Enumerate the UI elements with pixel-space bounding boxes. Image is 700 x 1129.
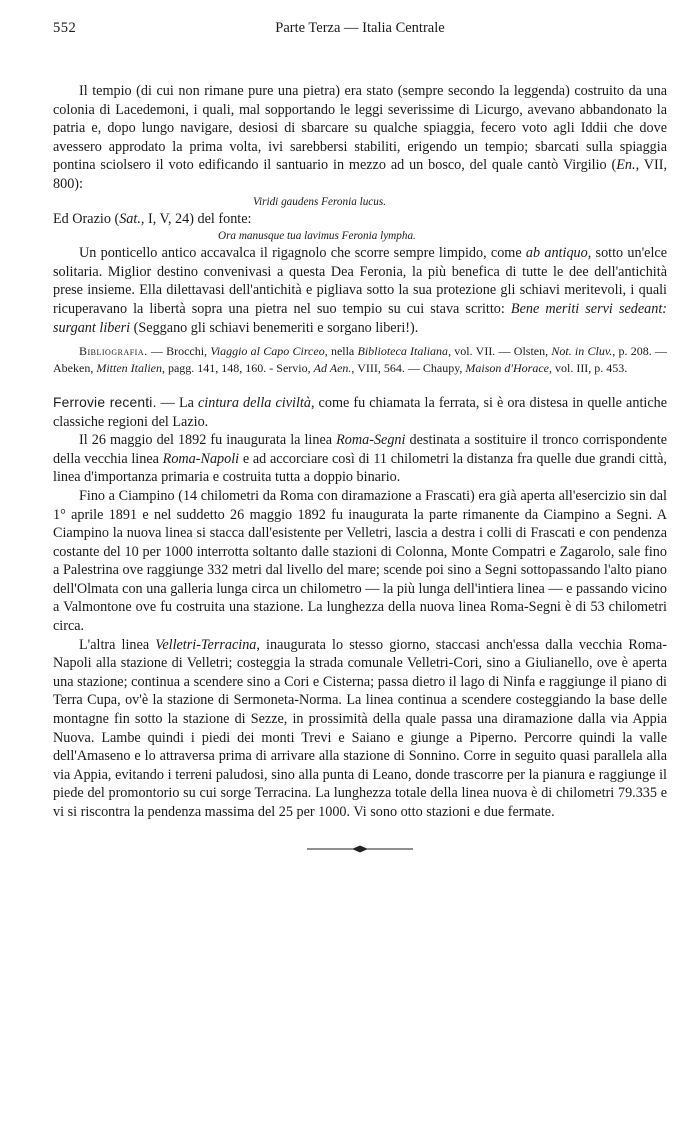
paragraph-text: , inaugurata lo stesso giorno, staccasi anch'essa dalla vecchia Roma-Napoli alla stazione di Velletri; costeggia la strada comunale Velletri-Cori, sino a Giulianello, ove è aperta una stazione; continua a scendere sino a Cori e Cisterna; passa dietro il lago di Ninfa e raggiunge il piano di Terra Cupa, ov'è la stazione di Sermoneta-Norma. La linea continua a scendere costeggiando la base delle montagne fin sotto la stazione di Sezze, in prossimità della quale passa una diramazione dalla via Appia Nuova. Lambe quindi i piedi dei monti Trevi e Saiano e giunge a Piperno. Percorre quindi la valle dell'Amaseno e lo attraversa prima di arrivare alla stazione di Sonnino. Corre in seguito quasi parallela alla via Appia, evitando i terreni paludosi, sino alla punta di Leano, donde trascorre per la pianura e raggiunge il piede del promontorio su cui sorge Terracina. La lunghezza totale della linea nuova è di chilometri 79.335 e vi si riscontra la pendenza massima del 25 per 1000. Vi sono otto stazioni e due fermate.	[53, 636, 667, 820]
running-head	[53, 14, 667, 40]
latin-phrase: ab antiquo	[525, 245, 588, 262]
line-name: Roma-Segni	[336, 432, 406, 449]
body-text	[53, 82, 667, 854]
paragraph-text: Un ponticello antico accavalca il rigagnolo che scorre sempre limpido, come	[79, 245, 526, 262]
paragraph-text: L'altra linea	[79, 636, 156, 653]
paragraph-roma-segni	[53, 431, 667, 487]
bibliography-text: , pagg. 141, 148, 160. - Servio,	[161, 360, 314, 375]
line-name: Velletri-Terracina	[155, 636, 257, 653]
bibliography-text: — Brocchi,	[147, 344, 211, 359]
paragraph-text: e ad accorciare così di 11 chilometri la distanza fra quelle due grandi città, linea d'importanza primaria e costruita tutta a doppio binario.	[53, 450, 667, 486]
bibliography-title: Maison d'Horace	[465, 360, 549, 375]
paragraph-text: destinata a sostituire il tronco corrispondente della vecchia linea	[53, 432, 667, 467]
quote-virgil: Viridi gaudens Feronia lucus.	[253, 195, 386, 208]
end-ornament	[305, 844, 415, 854]
paragraph-ciampino: Fino a Ciampino (14 chilometri da Roma con diramazione a Frascati) era già aperta all'esercizio sin dal 1° aprile 1891 e nel suddetto 26 maggio 1892 fu inaugurata la parte rimanente da Ciampino a Segni. A Ciampino la nuova linea si stacca dall'esistente per Velletri, lascia a destra i colli di Frascati e con pendenza costante del 10 per 1000 interrotta soltanto dalle stazioni di Colonna, Monte Compatri e Zagarolo, sale fino a Palestrina ove raggiunge 332 metri dal livello del mare; scende poi sino a Segni sottopassando l'alto piano dell'Olmata con una galleria lunga circa un chilometro — la più lunga dell'intiera linea — e passando vicino a Valmontone ove fu costruita una stazione. La lunghezza della nuova linea Roma-Segni è di 53 chilometri circa.	[53, 487, 667, 635]
paragraph-text: — La	[156, 394, 198, 411]
paragraph-orazio	[53, 210, 667, 229]
citation-ref: , I, V, 24) del fonte:	[140, 210, 252, 227]
paragraph-ferrovie-intro	[53, 394, 667, 431]
latin-inscription: Bene meriti servi sedeant: surgant liberi	[53, 300, 668, 336]
bibliography-text: , p. 208. — Abeken,	[53, 344, 667, 375]
running-title: Parte Terza — Italia Centrale	[275, 20, 445, 36]
paragraph-text: Ed Orazio (	[53, 210, 120, 227]
section-heading: Ferrovie recenti.	[53, 394, 157, 410]
citation-title: Sat.	[119, 210, 141, 227]
paragraph-text: , come fu chiamata la ferrata, si è ora distesa in quelle antiche classiche regioni del Lazio.	[53, 394, 668, 430]
paragraph-text: (Seggano gli schiavi benemeriti e sorgano liberi!).	[130, 319, 419, 336]
paragraph-ponticello	[53, 244, 667, 337]
bibliography-title: Biblioteca Italiana	[357, 344, 449, 359]
bibliography-title: Not. in Cluv.	[551, 344, 613, 359]
bibliography	[53, 343, 667, 376]
citation-title: En.	[616, 157, 636, 174]
paragraph-text: , sotto un'elce solitaria. Miglior destino convenivasi a questa Dea Feronia, la più benefica di tutte le dee dell'antichità prese insieme. Ella dilettavasi dell'antichità e pigliava sotto la sua protezione gli schiavi meritevoli, i quali ricuperavano la libertà sopra una pietra nel suo tempio su cui stava scritto:	[53, 245, 668, 317]
line-name: Roma-Napoli	[162, 450, 240, 467]
emphasis: cintura della civiltà	[197, 394, 311, 411]
quote-orazio: Ora manusque tua lavimus Feronia lympha.	[218, 230, 416, 243]
paragraph-text: Il 26 maggio del 1892 fu inaugurata la linea	[79, 432, 337, 449]
bibliography-title: Mitten Italien	[96, 360, 162, 375]
paragraph-text: Il tempio (di cui non rimane pure una pietra) era stato (sempre secondo la leggenda) costruito da una colonia di Lacedemoni, i quali, mal sopportando le leggi severissime di Licurgo, avevano abbandonato la patria e, dopo lungo navigare, desiosi di sbarcare su qualche spiaggia, fecero voto agli Iddii che dove avessero approdato la prima volta, ivi sarebbersi stabiliti, erigendo un tempio; sbarcati sulla spiaggia pontina sciolsero il voto edificando il santuario in mezzo ad un bosco, del quale cantò Virgilio (	[53, 83, 667, 174]
bibliography-label: Bibliografia.	[79, 344, 148, 359]
page-number: 552	[53, 20, 77, 36]
bibliography-title: Ad Aen.	[313, 360, 352, 375]
citation-ref: , VII, 800):	[53, 157, 667, 192]
paragraph-temple-legend	[53, 82, 667, 194]
bibliography-text: , vol. III, p. 453.	[548, 360, 628, 375]
bibliography-text: , vol. VII. — Olsten,	[448, 344, 552, 359]
paragraph-velletri-terracina	[53, 636, 667, 822]
bibliography-text: , nella	[324, 344, 358, 359]
bibliography-text: , VIII, 564. — Chaupy,	[351, 360, 466, 375]
bibliography-title: Viaggio al Capo Circeo	[210, 344, 325, 359]
